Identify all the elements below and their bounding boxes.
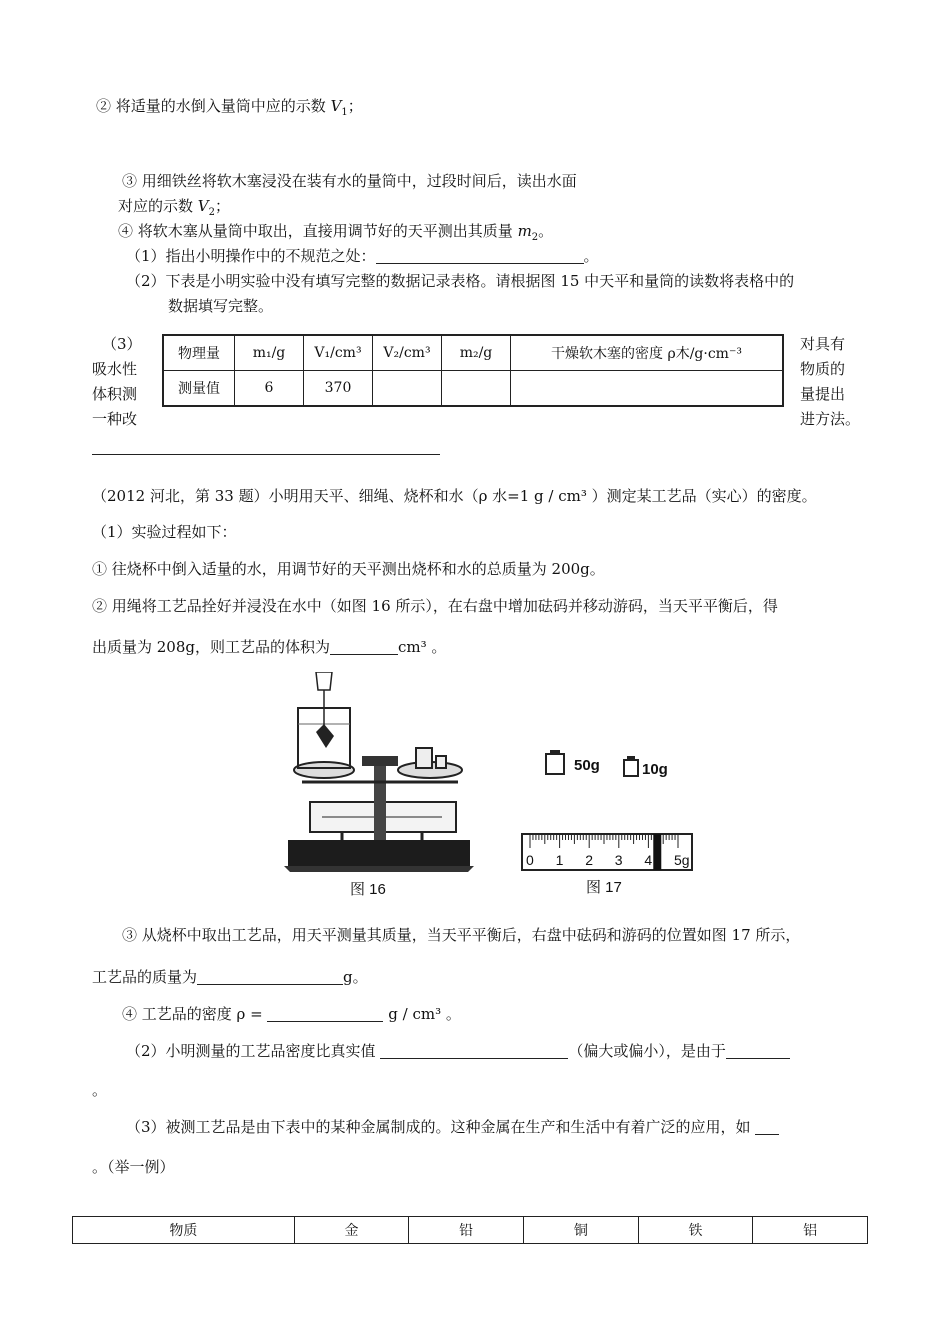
part-2: （2）小明测量的工艺品密度比真实值 （偏大或偏小），是由于: [126, 1041, 790, 1061]
weight-block: [416, 748, 432, 768]
table-cell: V₁/cm³: [304, 335, 373, 371]
part-3-end: 。（举一例）: [92, 1158, 175, 1176]
table-cell: 测量值: [163, 371, 235, 407]
step-3: ③ 用细铁丝将软木塞浸没在装有水的量筒中，过段时间后，读出水面: [122, 172, 577, 190]
ruler-tick-label: 1: [555, 852, 564, 868]
part-3: （3）被测工艺品是由下表中的某种金属制成的。这种金属在生产和生活中有着广泛的应用，如: [126, 1117, 779, 1137]
part-2-end: 。: [92, 1081, 108, 1099]
weight-10g-icon: [624, 760, 638, 776]
table-cell: 6: [235, 371, 304, 407]
answer-blank[interactable]: [376, 247, 584, 264]
step-4: ④ 将软木塞从量筒中取出，直接用调节好的天平测出其质量 $m_2$。: [118, 222, 554, 243]
part-1: （1）实验过程如下：: [92, 523, 237, 541]
bigger-smaller-blank[interactable]: [380, 1042, 568, 1059]
step-4b: ④ 工艺品的密度 ρ = g / cm³ 。: [122, 1005, 461, 1023]
table-row: [163, 371, 783, 407]
table-cell: 物质: [73, 1217, 295, 1244]
step-2b-cont: 出质量为 208g，则工艺品的体积为 cm³ 。: [92, 638, 447, 656]
artwork-object: [316, 724, 334, 748]
mass-blank[interactable]: [197, 968, 343, 985]
step-2b: ② 用绳将工艺品拴好并浸没在水中（如图 16 所示），在右盘中增加砝码并移动游码，当天平平衡后，得: [92, 597, 778, 615]
table-cell[interactable]: [442, 371, 511, 407]
weight-10g-label: 10g: [642, 761, 668, 778]
density-blank[interactable]: [267, 1005, 383, 1022]
question-1: （1）指出小明操作中的不规范之处： 。: [126, 247, 599, 265]
table-cell: V₂/cm³: [373, 335, 442, 371]
question-3-left: （3） 吸水性 体积测 一种改: [92, 335, 142, 428]
table-row: [73, 1217, 868, 1244]
balance-pillar: [374, 764, 386, 840]
figure-16-caption: 图 16: [350, 881, 386, 898]
reason-blank[interactable]: [726, 1042, 790, 1059]
metal-table: [72, 1216, 868, 1244]
step-2: ② 将适量的水倒入量筒中应的示数 $V_1$；: [96, 97, 363, 118]
question-3-right: 对具有 物质的 量提出 进方法。: [800, 335, 861, 428]
ruler-tick-label: 5g: [674, 852, 690, 868]
rider-marker: [653, 834, 661, 870]
ruler-tick-label: 0: [526, 852, 534, 868]
left-pan: [294, 762, 354, 778]
example-blank[interactable]: [755, 1118, 779, 1135]
step-3b-cont: 工艺品的质量为 g。: [92, 968, 368, 986]
table-cell: m₁/g: [235, 335, 304, 371]
question-2-cont: 数据填写完整。: [168, 297, 274, 315]
table-cell: 金: [294, 1217, 409, 1244]
table-cell: 物理量: [163, 335, 235, 371]
figure-16-balance: [282, 672, 478, 898]
table-cell: 干燥软木塞的密度 ρ木/g·cm⁻³: [511, 335, 784, 371]
table-cell: 铝: [753, 1217, 868, 1244]
table-cell[interactable]: [373, 371, 442, 407]
problem-intro: （2012 河北，第 33 题）小明用天平、细绳、烧杯和水（ρ 水=1 g / cm³ ）测定某工艺品（实心）的密度。: [92, 487, 817, 505]
step-3b: ③ 从烧杯中取出工艺品，用天平测量其质量，当天平平衡后，右盘中砝码和游码的位置如图 17 所示，: [122, 926, 801, 944]
ruler-tick-label: 2: [585, 852, 593, 868]
question-2: （2）下表是小明实验中没有填写完整的数据记录表格。请根据图 15 中天平和量筒的读数将表格中的: [126, 272, 795, 290]
step-1: ① 往烧杯中倒入适量的水，用调节好的天平测出烧杯和水的总质量为 200g。: [92, 560, 605, 578]
ruler-tick-label: 4: [644, 852, 653, 868]
table-cell[interactable]: [511, 371, 784, 407]
hand: [316, 672, 332, 690]
table-cell: m₂/g: [442, 335, 511, 371]
data-record-table: [162, 334, 784, 407]
volume-blank[interactable]: [330, 638, 398, 655]
table-cell: 铜: [523, 1217, 638, 1244]
table-cell: 铅: [409, 1217, 524, 1244]
answer-line[interactable]: [92, 440, 440, 455]
weight-50g-icon: [546, 754, 564, 774]
figure-17-weights-ruler: [518, 750, 700, 896]
figure-17-caption: 图 17: [586, 879, 622, 896]
weight-50g-label: 50g: [574, 757, 600, 774]
ruler-tick-label: 3: [614, 852, 623, 868]
table-header-row: [163, 335, 783, 371]
balance-base: [288, 840, 470, 866]
step-3-cont: 对应的示数 $V_2$；: [118, 197, 231, 218]
table-cell: 铁: [638, 1217, 753, 1244]
table-cell: 370: [304, 371, 373, 407]
